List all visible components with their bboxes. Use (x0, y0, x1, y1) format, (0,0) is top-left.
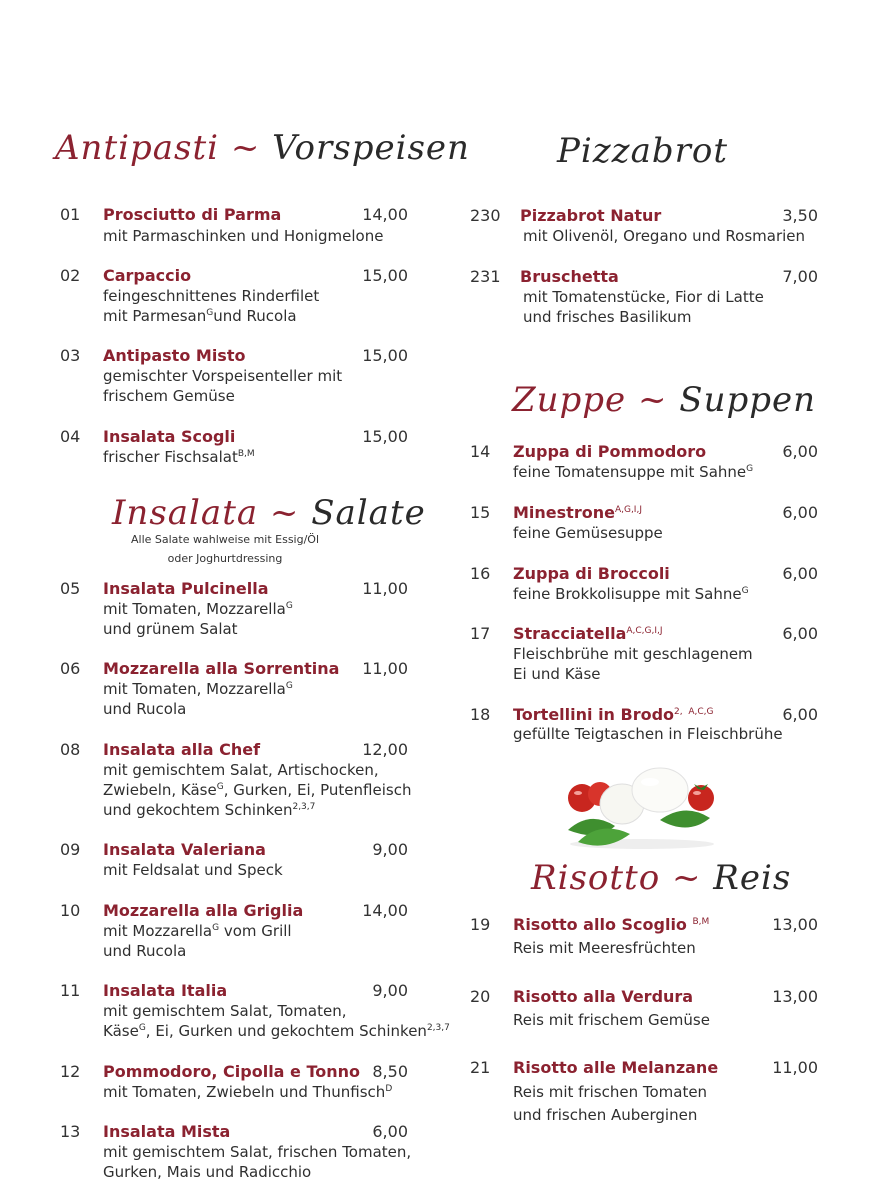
text-fragment: Reis mit Meeresfrüchten (513, 939, 696, 957)
text-fragment: oder Joghurtdressing (167, 552, 283, 565)
item-description (513, 644, 753, 684)
text-fragment: Stracciatella (513, 624, 627, 643)
item-name (513, 705, 714, 724)
item-name: Carpaccio (103, 266, 192, 285)
item-number: 06 (60, 659, 81, 678)
text-fragment: Suppen (679, 380, 817, 420)
item-name: Risotto alla Verdura (513, 987, 694, 1006)
pizzabrot-heading (557, 131, 728, 171)
item-description (103, 1001, 450, 1041)
text-fragment: Zwiebeln, Käse (103, 781, 217, 799)
item-number: 14 (470, 442, 491, 461)
text-fragment: und gekochtem Schinken (103, 801, 293, 819)
item-description (103, 599, 293, 639)
allergen-note: G (741, 586, 749, 596)
text-fragment: mit Tomaten, Zwiebeln und Thunfisch (103, 1083, 386, 1101)
text-fragment: mit Feldsalat und Speck (103, 861, 283, 879)
text-fragment: mit Parmesan (103, 307, 207, 325)
item-name (513, 915, 709, 934)
text-fragment: und Rucola (213, 307, 297, 325)
text-fragment: vom Grill (219, 922, 292, 940)
item-price: 14,00 (362, 205, 408, 224)
text-fragment: mit Parmaschinken und Honigmelone (103, 227, 384, 245)
item-description (103, 1142, 411, 1182)
item-name: Pizzabrot Natur (520, 206, 662, 225)
antipasti-heading (55, 128, 470, 168)
item-name: Zuppa di Pommodoro (513, 442, 707, 461)
tomato-mozzarella-icon (560, 760, 725, 850)
item-name: Insalata Italia (103, 981, 228, 1000)
item-name: Insalata alla Chef (103, 740, 261, 759)
item-price: 15,00 (362, 266, 408, 285)
text-fragment: feine Tomatensuppe mit Sahne (513, 463, 747, 481)
text-fragment: ~ (660, 858, 714, 898)
risotto-heading (531, 858, 791, 898)
text-fragment: Ei und Käse (513, 665, 601, 683)
item-description (523, 287, 764, 327)
item-price: 9,00 (372, 840, 408, 859)
text-fragment: Zuppe (512, 380, 627, 420)
item-price: 6,00 (782, 503, 818, 522)
item-name: Prosciutto di Parma (103, 205, 282, 224)
text-fragment: Insalata (112, 493, 259, 533)
allergen-note: 2,3,7 (426, 1023, 450, 1033)
item-number: 02 (60, 266, 81, 285)
text-fragment: Salate (311, 493, 426, 533)
text-fragment: Risotto allo Scoglio (513, 915, 687, 934)
allergen-note: D (385, 1084, 393, 1094)
item-name: Pommodoro, Cipolla e Tonno (103, 1062, 361, 1081)
text-fragment: und Rucola (103, 700, 187, 718)
text-fragment: Reis mit frischen Tomaten (513, 1083, 708, 1101)
zuppe-heading (512, 380, 816, 420)
allergen-note: A,G,I,J (614, 505, 642, 515)
allergen-note: 2, A,C,G (674, 707, 714, 717)
text-fragment: ~ (258, 493, 312, 533)
text-fragment: Tortellini in Brodo (513, 705, 675, 724)
item-description (513, 523, 663, 543)
allergen-note: A,C,G,I,J (626, 626, 663, 636)
item-number: 13 (60, 1122, 81, 1141)
item-name: Insalata Scogli (103, 427, 236, 446)
item-number: 15 (470, 503, 491, 522)
item-description (523, 226, 805, 246)
item-price: 13,00 (772, 987, 818, 1006)
item-price: 11,00 (362, 659, 408, 678)
salad-dressing-note (75, 530, 375, 568)
allergen-note: B,M (692, 917, 710, 927)
allergen-note: 2,3,7 (292, 802, 316, 812)
text-fragment: Gurken, Mais und Radicchio (103, 1163, 312, 1181)
text-fragment: mit Mozzarella (103, 922, 213, 940)
item-price: 9,00 (372, 981, 408, 1000)
allergen-note: B,M (237, 449, 255, 459)
allergen-note: G (746, 464, 754, 474)
item-number: 18 (470, 705, 491, 724)
text-fragment: gefüllte Teigtaschen in Fleischbrühe (513, 725, 783, 743)
item-price: 13,00 (772, 915, 818, 934)
item-number: 03 (60, 346, 81, 365)
tomato-mozzarella-basil-image (560, 760, 725, 850)
item-description (103, 447, 255, 467)
text-fragment: Antipasti (55, 128, 220, 168)
item-name: Bruschetta (520, 267, 619, 286)
item-description (103, 366, 342, 406)
item-number: 21 (470, 1058, 491, 1077)
text-fragment: und frisches Basilikum (523, 308, 692, 326)
item-name (513, 503, 642, 522)
item-number: 12 (60, 1062, 81, 1081)
item-number: 230 (470, 206, 501, 225)
item-number: 04 (60, 427, 81, 446)
item-name: Insalata Mista (103, 1122, 231, 1141)
text-fragment: und Rucola (103, 942, 187, 960)
text-fragment: feine Brokkolisuppe mit Sahne (513, 585, 742, 603)
item-name (513, 624, 663, 643)
text-fragment: feingeschnittenes Rinderfilet (103, 287, 320, 305)
item-description (513, 462, 753, 482)
text-fragment: , Ei, Gurken und gekochtem Schinken (145, 1022, 427, 1040)
item-name: Zuppa di Broccoli (513, 564, 670, 583)
item-price: 14,00 (362, 901, 408, 920)
text-fragment: mit Tomatenstücke, Fior di Latte (523, 288, 764, 306)
item-name: Antipasto Misto (103, 346, 246, 365)
allergen-note: G (212, 923, 220, 933)
text-fragment: Pizzabrot (557, 131, 728, 171)
item-description (103, 921, 292, 961)
item-number: 11 (60, 981, 81, 1000)
text-fragment: mit gemischtem Salat, frischen Tomaten, (103, 1143, 412, 1161)
text-fragment: ~ (219, 128, 273, 168)
item-price: 6,00 (782, 624, 818, 643)
item-price: 15,00 (362, 346, 408, 365)
item-description (513, 584, 749, 604)
item-number: 19 (470, 915, 491, 934)
item-number: 05 (60, 579, 81, 598)
text-fragment: frischem Gemüse (103, 387, 235, 405)
item-price: 6,00 (782, 705, 818, 724)
item-number: 09 (60, 840, 81, 859)
item-description (103, 1082, 392, 1102)
item-price: 11,00 (362, 579, 408, 598)
text-fragment: Reis mit frischem Gemüse (513, 1011, 710, 1029)
item-number: 17 (470, 624, 491, 643)
allergen-note: G (285, 681, 293, 691)
text-fragment: Reis (713, 858, 792, 898)
item-price: 15,00 (362, 427, 408, 446)
allergen-note: G (138, 1023, 146, 1033)
text-fragment: ~ (626, 380, 680, 420)
allergen-note: G (216, 782, 224, 792)
text-fragment: Käse (103, 1022, 139, 1040)
item-price: 11,00 (772, 1058, 818, 1077)
text-fragment: Risotto (531, 858, 661, 898)
item-name: Insalata Pulcinella (103, 579, 269, 598)
text-fragment: mit Tomaten, Mozzarella (103, 680, 286, 698)
text-fragment: Vorspeisen (272, 128, 470, 168)
text-fragment: frischer Fischsalat (103, 448, 238, 466)
text-fragment: Alle Salate wahlweise mit Essig/Öl (130, 533, 320, 546)
item-number: 08 (60, 740, 81, 759)
text-fragment: mit gemischtem Salat, Tomaten, (103, 1002, 347, 1020)
item-price: 12,00 (362, 740, 408, 759)
item-description (513, 724, 783, 744)
item-description (513, 1010, 710, 1030)
item-price: 6,00 (782, 442, 818, 461)
item-number: 231 (470, 267, 501, 286)
text-fragment: und frischen Auberginen (513, 1106, 698, 1124)
item-price: 7,00 (782, 267, 818, 286)
item-number: 20 (470, 987, 491, 1006)
item-price: 8,50 (372, 1062, 408, 1081)
item-name: Mozzarella alla Sorrentina (103, 659, 340, 678)
item-description (103, 760, 411, 820)
text-fragment: gemischter Vorspeisenteller mit (103, 367, 343, 385)
text-fragment: , Gurken, Ei, Putenfleisch (223, 781, 412, 799)
item-number: 16 (470, 564, 491, 583)
item-description (103, 860, 283, 880)
item-price: 6,00 (782, 564, 818, 583)
item-name: Insalata Valeriana (103, 840, 266, 859)
text-fragment: und grünem Salat (103, 620, 238, 638)
item-description (103, 226, 383, 246)
item-description (513, 1081, 707, 1127)
item-price: 6,00 (372, 1122, 408, 1141)
item-name: Mozzarella alla Griglia (103, 901, 304, 920)
item-name: Risotto alle Melanzane (513, 1058, 719, 1077)
item-description (513, 938, 696, 958)
text-fragment: feine Gemüsesuppe (513, 524, 663, 542)
text-fragment: mit Olivenöl, Oregano und Rosmarien (523, 227, 806, 245)
text-fragment: mit gemischtem Salat, Artischocken, (103, 761, 379, 779)
allergen-note: G (206, 308, 214, 318)
text-fragment: Minestrone (513, 503, 615, 522)
item-price: 3,50 (782, 206, 818, 225)
item-number: 10 (60, 901, 81, 920)
text-fragment: mit Tomaten, Mozzarella (103, 600, 286, 618)
insalata-heading (112, 493, 426, 533)
allergen-note: G (285, 601, 293, 611)
item-description (103, 286, 319, 326)
text-fragment: Fleischbrühe mit geschlagenem (513, 645, 753, 663)
item-description (103, 679, 293, 719)
item-number: 01 (60, 205, 81, 224)
